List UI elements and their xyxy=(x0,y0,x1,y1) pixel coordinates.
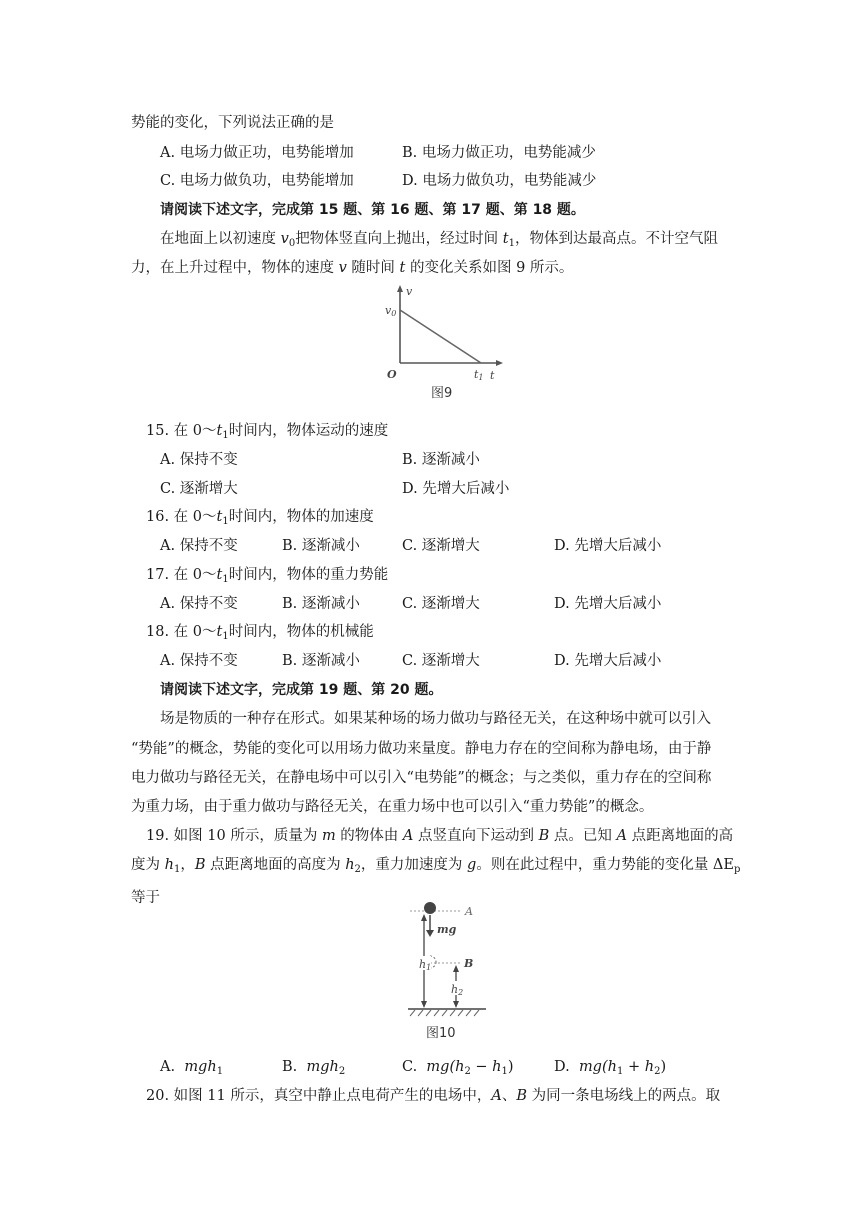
q17-option-b: B. 逐渐减小 xyxy=(282,596,360,612)
fig10-h1-label: h1 xyxy=(419,958,432,972)
q15-option-b: B. 逐渐减小 xyxy=(402,452,480,468)
q18-option-c: C. 逐渐增大 xyxy=(402,653,480,669)
q17-option-c: C. 逐渐增大 xyxy=(402,596,480,612)
q14-option-d: D. 电场力做负功，电势能减少 xyxy=(402,173,597,189)
q15-option-d: D. 先增大后减小 xyxy=(402,481,510,497)
continuation-text: 势能的变化，下列说法正确的是 xyxy=(131,115,334,131)
instruction-19-20: 请阅读下述文字，完成第 19 题、第 20 题。 xyxy=(160,682,443,698)
q17-stem: 17. 在 $0\sim t_1$时间内，物体的重力势能 xyxy=(146,567,389,585)
q17-option-a: A. 保持不变 xyxy=(160,596,238,612)
q16-option-c: C. 逐渐增大 xyxy=(402,538,480,554)
passage-2-line-2: “势能”的概念，势能的变化可以用场力做功来量度。静电力存在的空间称为静电场，由于静 xyxy=(131,741,712,757)
q15-stem: 15. 在 $0\sim t_1$时间内，物体运动的速度 xyxy=(146,423,389,441)
passage-1-line-2: 力，在上升过程中，物体的速度 v 随时间 t 的变化关系如图 9 所示。 xyxy=(131,260,574,276)
fig10-mg-label: mg xyxy=(437,923,457,936)
q19-option-c: C. $mg(h_2 - h_1)$ xyxy=(402,1059,514,1077)
q19-option-b: B. mgh$_2$ xyxy=(282,1059,346,1077)
q19-stem-line-1: 19. 如图 10 所示，质量为 m 的物体由 A 点竖直向下运动到 B 点。已知 A 点距离地面的高 xyxy=(146,828,734,844)
instruction-15-18: 请阅读下述文字，完成第 15 题、第 16 题、第 17 题、第 18 题。 xyxy=(160,202,585,218)
q16-option-a: A. 保持不变 xyxy=(160,538,238,554)
q18-option-b: B. 逐渐减小 xyxy=(282,653,360,669)
figure-10-caption: 图10 xyxy=(426,1026,456,1041)
q15-option-c: C. 逐渐增大 xyxy=(160,481,238,497)
fig10-A-label: A xyxy=(465,905,473,918)
fig9-origin-label: O xyxy=(387,368,397,381)
q20-stem: 20. 如图 11 所示，真空中静止点电荷产生的电场中，A、B 为同一条电场线上的两点。取 xyxy=(146,1088,721,1104)
q19-option-a: A. mgh$_1$ xyxy=(160,1059,224,1077)
fig10-h2-label: h2 xyxy=(451,983,464,997)
fig9-v0-label: v0 xyxy=(385,304,397,318)
q17-option-d: D. 先增大后减小 xyxy=(554,596,662,612)
q14-option-b: B. 电场力做正功，电势能减少 xyxy=(402,145,596,161)
fig10-B-label: B xyxy=(464,957,474,970)
q19-stem-line-2: 度为 $h_1$，B 点距离地面的高度为 $h_2$，重力加速度为 g。则在此过程中，重力势能的变化量 $\Delta E_p$ xyxy=(131,857,741,875)
figure-9-caption: 图9 xyxy=(431,386,453,401)
passage-1-line-1: 在地面上以初速度 $v_0$把物体竖直向上抛出，经过时间 $t_1$，物体到达最高点。不计空气阻 xyxy=(160,231,718,249)
q16-option-b: B. 逐渐减小 xyxy=(282,538,360,554)
q18-stem: 18. 在 $0\sim t_1$时间内，物体的机械能 xyxy=(146,624,374,642)
fig9-x-axis-label: t xyxy=(490,369,495,382)
passage-2-line-4: 为重力场，由于重力做功与路径无关，在重力场中也可以引入“重力势能”的概念。 xyxy=(131,799,654,815)
q18-option-d: D. 先增大后减小 xyxy=(554,653,662,669)
q19-option-d: D. $mg(h_1 + h_2)$ xyxy=(554,1059,667,1077)
q16-stem: 16. 在 $0\sim t_1$时间内，物体的加速度 xyxy=(146,509,374,527)
q19-stem-line-3: 等于 xyxy=(131,890,160,906)
passage-2-line-1: 场是物质的一种存在形式。如果某种场的场力做功与路径无关，在这种场中就可以引入 xyxy=(160,711,711,727)
figure-9-vt-graph xyxy=(380,283,510,383)
q15-option-a: A. 保持不变 xyxy=(160,452,238,468)
figure-10-diagram xyxy=(400,896,500,1022)
fig9-t1-label: t1 xyxy=(474,368,484,382)
q16-option-d: D. 先增大后减小 xyxy=(554,538,662,554)
q18-option-a: A. 保持不变 xyxy=(160,653,238,669)
passage-2-line-3: 电力做功与路径无关，在静电场中可以引入“电势能”的概念；与之类似，重力存在的空间称 xyxy=(131,770,712,786)
q14-option-a: A. 电场力做正功，电势能增加 xyxy=(160,145,354,161)
fig9-y-axis-label: v xyxy=(406,285,413,298)
q14-option-c: C. 电场力做负功，电势能增加 xyxy=(160,173,354,189)
